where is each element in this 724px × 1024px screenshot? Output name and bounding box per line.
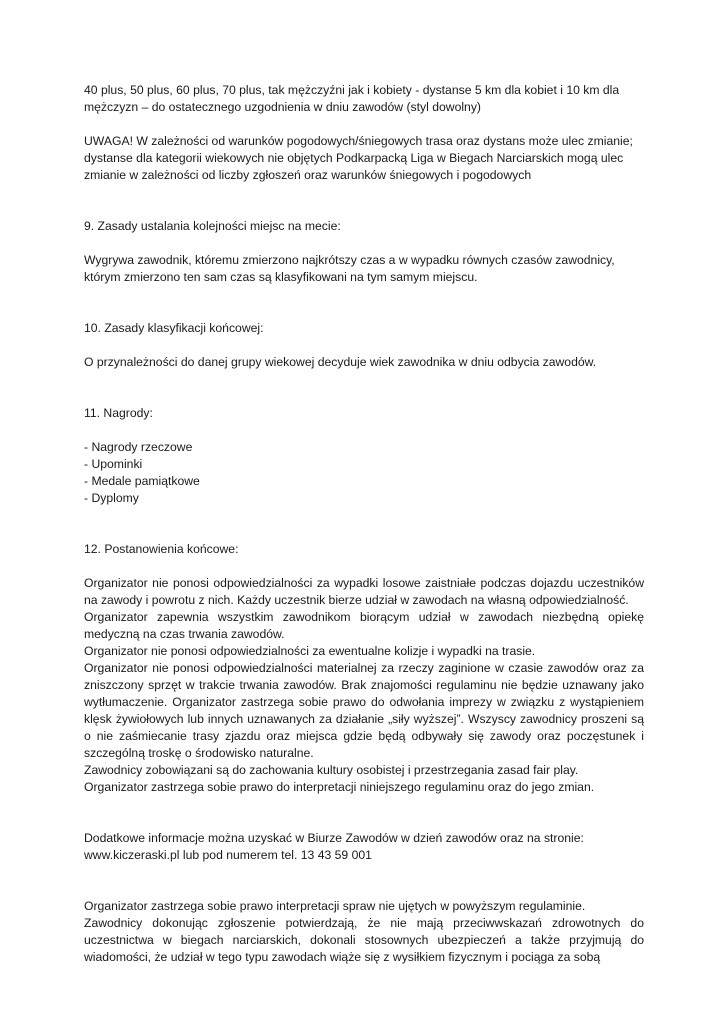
- list-item: - Upominki: [84, 457, 143, 471]
- final-provision-paragraph: Organizator nie ponosi odpowiedzialności za ewentualne kolizje i wypadki na trasie.: [84, 644, 536, 658]
- closing-line: Organizator zastrzega sobie prawo interpretacji spraw nie ujętych w powyższym regulaminie.: [84, 899, 586, 913]
- section-12-heading: 12. Postanowienia końcowe:: [84, 542, 239, 556]
- list-item: - Medale pamiątkowe: [84, 474, 200, 488]
- info-line: Dodatkowe informacje można uzyskać w Biurze Zawodów w dzień zawodów oraz na stronie:: [84, 831, 584, 845]
- list-item: - Nagrody rzeczowe: [84, 440, 193, 454]
- document-page: [84, 82, 644, 966]
- section-11-heading: 11. Nagrody:: [84, 406, 153, 420]
- final-provision-paragraph: Organizator nie ponosi odpowiedzialności materialnej za rzeczy zaginione w czasie zawodów oraz za zniszczony sprzęt w trakcie trwania zawodów. Brak znajomości regulaminu nie będzie uznawany jako wytłumaczenie. Organizator zastrzega sobie prawo do odwołania imprezy w związku z wystąpieniem klęsk żywiołowych lub innych uznawanych za działanie „siły wyższej”. Wszyscy zawodnicy proszeni są o nie zaśmiecanie trasy zjazdu oraz miejsca gdzie będą odbywały się zawody oraz poczęstunek i szczególną troskę o środowisko naturalne.: [84, 661, 644, 760]
- final-provision-paragraph: Organizator zapewnia wszystkim zawodnikom biorącym udział w zawodach niezbędną opiekę medyczną na czas trwania zawodów.: [84, 610, 644, 641]
- section-9-heading: 9. Zasady ustalania kolejności miejsc na mecie:: [84, 219, 341, 233]
- closing-paragraph: Zawodnicy dokonując zgłoszenie potwierdzają, że nie mają przeciwwskazań zdrowotnych do uczestnictwa w biegach narciarskich, dokonali stosownych ubezpieczeń a także przyjmują do wiadomości, że udział w tego typu zawodach wiąże się z wysiłkiem fizycznym i pociąga za sobą: [84, 916, 644, 964]
- section-10-heading: 10. Zasady klasyfikacji końcowej:: [84, 321, 264, 335]
- final-provision-paragraph: Zawodnicy zobowiązani są do zachowania kultury osobistej i przestrzegania zasad fair play.: [84, 763, 579, 777]
- section-10-body: O przynależności do danej grupy wiekowej decyduje wiek zawodnika w dniu odbycia zawodów.: [84, 355, 597, 369]
- final-provision-paragraph: Organizator zastrzega sobie prawo do interpretacji niniejszego regulaminu oraz do jego zmian.: [84, 780, 595, 794]
- categories-paragraph: 40 plus, 50 plus, 60 plus, 70 plus, tak mężczyźni jak i kobiety - dystanse 5 km dla kobiet i 10 km dla mężczyzn – do ostatecznego uzgodnienia w dniu zawodów (styl dowolny): [84, 83, 620, 114]
- section-9-body: Wygrywa zawodnik, któremu zmierzono najkrótszy czas a w wypadku równych czasów zawodnicy, którym zmierzono ten sam czas są klasyfikowani na tym samym miejscu.: [84, 253, 615, 284]
- final-provision-paragraph: Organizator nie ponosi odpowiedzialności za wypadki losowe zaistniałe podczas dojazdu uczestników na zawody i powrotu z nich. Każdy uczestnik bierze udział w zawodach na własną odpowiedzialność.: [84, 576, 644, 607]
- list-item: - Dyplomy: [84, 491, 139, 505]
- warning-paragraph: UWAGA! W zależności od warunków pogodowych/śniegowych trasa oraz dystans może ulec zmianie; dystanse dla kategorii wiekowych nie objętych Podkarpacką Liga w Biegach Narciarskich mogą ulec zmianie w zależności od liczby zgłoszeń oraz warunków śniegowych i pogodowych: [84, 134, 633, 182]
- info-contact-line: www.kiczeraski.pl lub pod numerem tel. 13 43 59 001: [84, 848, 372, 862]
- prizes-list: [84, 439, 644, 507]
